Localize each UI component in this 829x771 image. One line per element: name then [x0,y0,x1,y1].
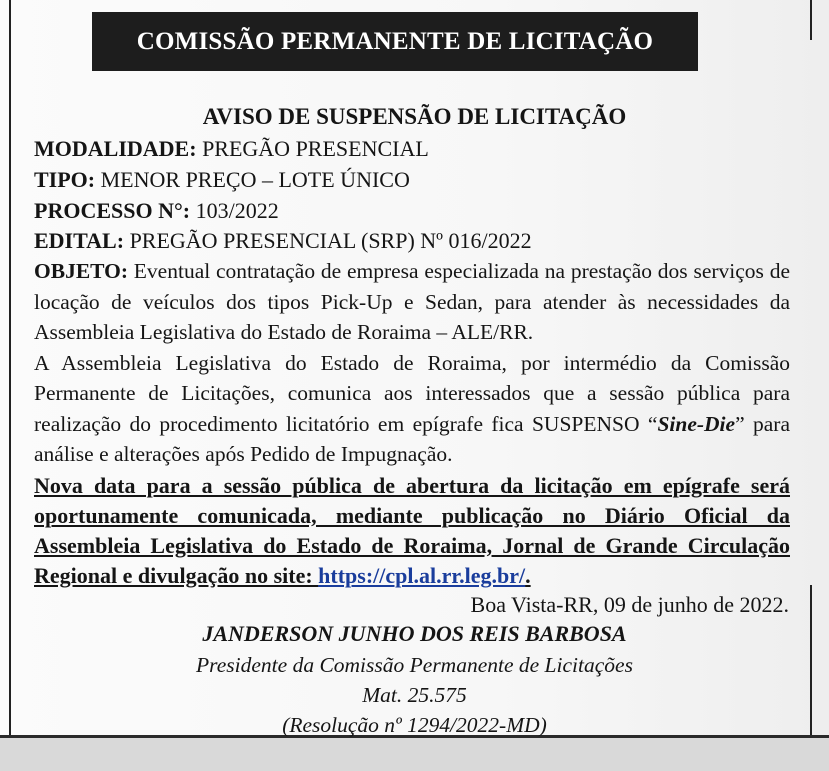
announcement-text: Nova data para a sessão pública de abertura da licitação em epígrafe será oportunamente comunicada, mediante publicação no Diário Oficial da Assembleia Legislativa do Estado de Roraima, Jornal de Grande Circulação Regional e divulgação no site: [34,473,790,588]
sine-die-term: Sine-Die [657,411,736,436]
edital-value: PREGÃO PRESENCIAL (SRP) Nº 016/2022 [124,228,532,253]
processo-value: 103/2022 [190,198,279,223]
suspension-text: A Assembleia Legislativa do Estado de Roraima, por intermédio da Comissão Permanente de Licitações, comunica aos interessados que a sessão pública para realização do procedimento licitatório em epígrafe fica SUSPENSO “ [34,350,790,436]
processo-label: PROCESSO N°: [34,198,191,223]
suspension-text-end: ” para análise e alterações após Pedido de Impugnação. [34,411,790,466]
notice-title: AVISO DE SUSPENSÃO DE LICITAÇÃO [202,104,627,129]
objeto-paragraph [34,256,790,348]
announcement-end: . [525,563,531,588]
tipo-label: TIPO: [34,167,96,192]
page-background-strip [0,738,829,771]
signer-name: JANDERSON JUNHO DOS REIS BARBOSA [202,621,627,646]
signer-registration: Mat. 25.575 [362,683,467,707]
body-text [34,256,790,470]
tipo-line [34,165,790,195]
frame-border-right-top [810,0,812,40]
processo-line [34,196,790,226]
modalidade-value: PREGÃO PRESENCIAL [196,136,429,161]
tipo-value: MENOR PREÇO – LOTE ÚNICO [95,167,410,192]
place-date: Boa Vista-RR, 09 de junho de 2022. [470,592,789,617]
signer-role: Presidente da Comissão Permanente de Licitações [196,653,633,677]
announcement-paragraph [34,471,790,591]
website-link[interactable]: https://cpl.al.rr.leg.br/ [318,563,526,588]
modalidade-label: MODALIDADE: [34,136,197,161]
header-title: COMISSÃO PERMANENTE DE LICITAÇÃO [136,27,654,55]
objeto-text: Eventual contratação de empresa especializada na prestação dos serviços de locação de veículos dos tipos Pick-Up e Sedan, para atender às necessidades da Assembleia Legislativa do Estado de Roraima – ALE/RR. [34,259,790,344]
edital-line [34,226,790,256]
header-banner [92,12,698,71]
edital-label: EDITAL: [34,228,125,253]
signer-resolution: (Resolução nº 1294/2022-MD) [282,713,547,737]
suspension-paragraph [34,348,790,470]
objeto-label: OBJETO: [34,259,128,283]
modalidade-line [34,134,790,164]
